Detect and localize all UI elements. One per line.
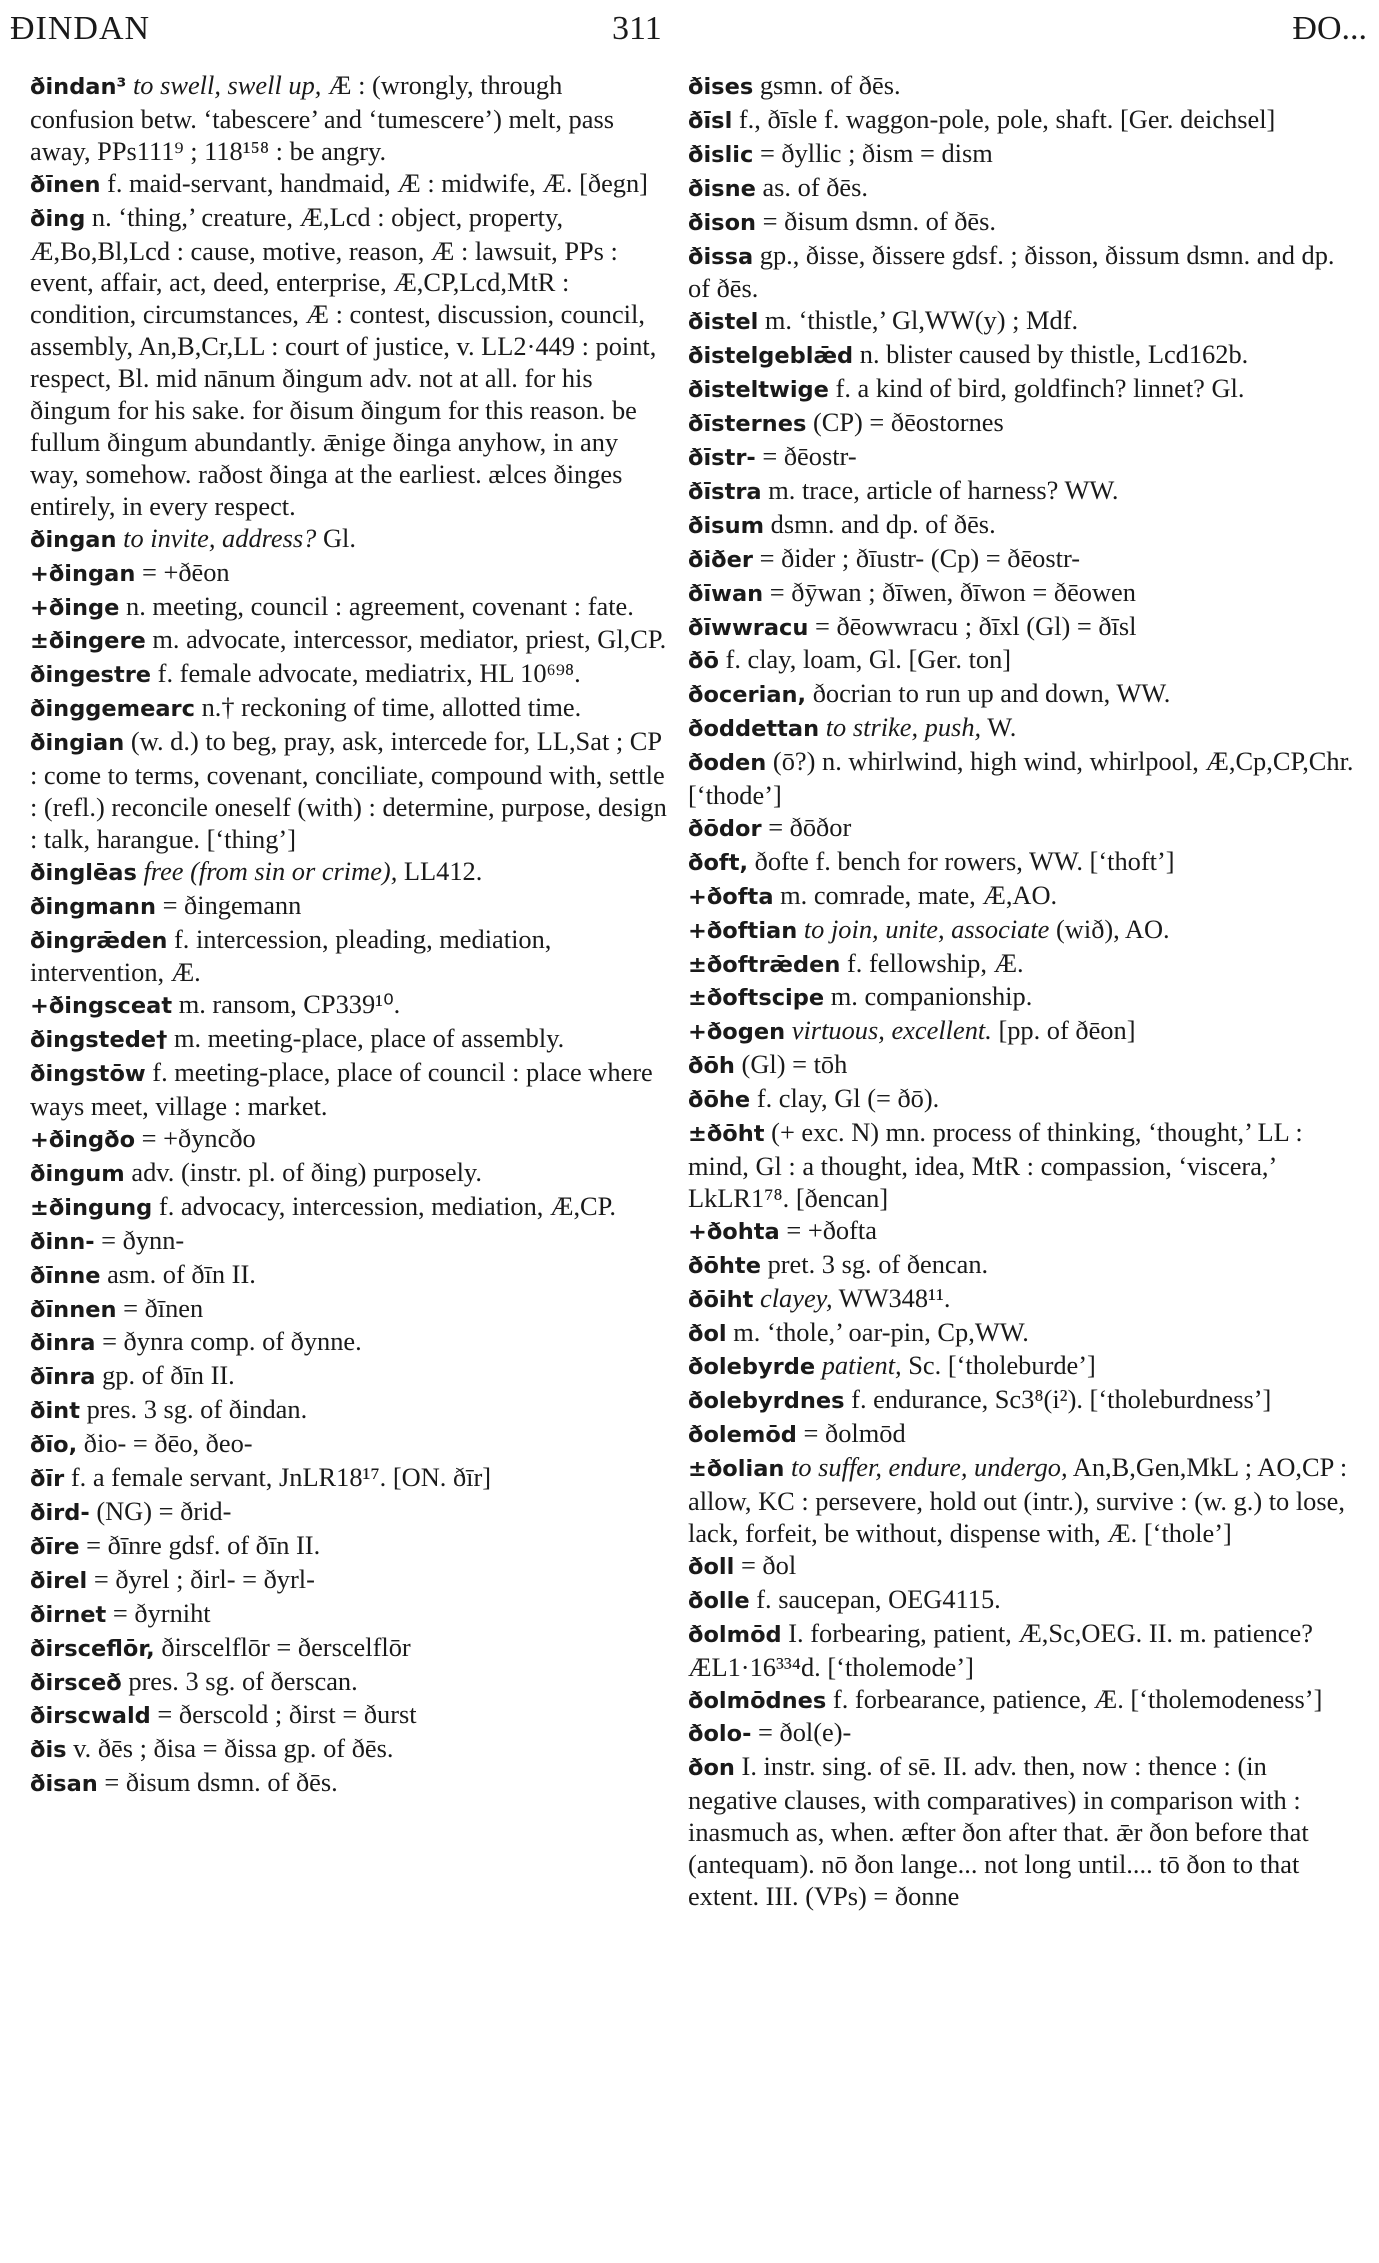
dictionary-entry <box>30 1530 672 1564</box>
entry-text: ðio- = ðēo, ðeo- <box>83 1428 253 1459</box>
entry-text: ðofte f. bench for rowers, WW. [‘thoft’] <box>754 845 1175 876</box>
headword: ðīsternes <box>688 411 807 438</box>
dictionary-entry <box>688 1249 1358 1283</box>
dictionary-entry <box>688 611 1358 645</box>
headword: ðīsl <box>688 107 733 134</box>
dictionary-entry <box>30 1428 672 1462</box>
dictionary-entry <box>30 1293 672 1327</box>
entry-text: = ðōðor <box>768 811 852 842</box>
dictionary-entry <box>688 1751 1358 1913</box>
entry-text: f. clay, loam, Gl. [Ger. ton] <box>725 644 1012 675</box>
headword: ðīwwracu <box>688 614 809 641</box>
definition: clayey, <box>760 1282 833 1313</box>
dictionary-entry <box>30 856 672 890</box>
entry-text: gp. of ðīn II. <box>102 1360 235 1391</box>
dictionary-entry <box>688 846 1358 880</box>
entry-text: = ðȳwan ; ðīwen, ðīwon = ðēowen <box>769 576 1136 607</box>
dictionary-entry <box>688 981 1358 1015</box>
headword: ðolebyrdnes <box>688 1388 845 1415</box>
headword: ðises <box>688 74 754 100</box>
entry-text: LL412. <box>403 855 483 886</box>
headword: ðirsceð <box>30 1669 122 1696</box>
entry-text: = ðyllic ; ðism = dism <box>759 137 993 168</box>
headword: ðison <box>688 209 757 236</box>
definition: to swell, swell up, <box>132 70 322 100</box>
entry-text: f. meeting-place, place of council : place where ways meet, village : market. <box>30 1057 653 1122</box>
dictionary-entry <box>30 1191 672 1225</box>
headword: ðing <box>30 205 86 232</box>
right-column <box>688 70 1358 1913</box>
headword: ðis <box>30 1737 67 1764</box>
entry-text: f. a female servant, JnLR18¹⁷. [ON. ðīr] <box>70 1462 492 1493</box>
definition: to invite, address? <box>123 522 317 553</box>
entry-text: pret. 3 sg. of ðencan. <box>767 1248 989 1279</box>
headword: ðōhe <box>688 1087 751 1114</box>
dictionary-entry <box>30 1632 672 1666</box>
dictionary-entry <box>688 577 1358 611</box>
headword: ðolebyrde <box>688 1354 816 1381</box>
definition: virtuous, excellent. <box>791 1015 992 1046</box>
dictionary-entry <box>688 1015 1358 1049</box>
headword: ðō <box>688 648 719 675</box>
dictionary-entry <box>30 1767 672 1801</box>
headword: ðōdor <box>688 815 762 842</box>
dictionary-entry <box>688 1584 1358 1618</box>
dictionary-entry <box>30 1733 672 1767</box>
headword: +ðingsceat <box>30 993 173 1020</box>
running-head-left: ÐINDAN <box>10 10 151 47</box>
dictionary-entry <box>688 475 1358 509</box>
entry-text: ðocrian to run up and down, WW. <box>812 678 1171 709</box>
entry-text: adv. (instr. pl. of ðing) purposely. <box>131 1156 482 1187</box>
headword: ðīstra <box>688 478 762 505</box>
dictionary-entry <box>688 914 1358 948</box>
dictionary-entry <box>30 924 672 990</box>
dictionary-entry <box>688 1215 1358 1249</box>
entry-text: = ðingemann <box>162 889 302 920</box>
dictionary-entry <box>30 557 672 591</box>
entry-text: An,B,Gen,MkL ; AO,CP : allow, KC : persevere, hold out (intr.), survive : (w. g.) to lose, lack, forfeit, be without, dispense with, Æ. [‘thole’] <box>688 1452 1348 1548</box>
dictionary-entry <box>30 168 672 202</box>
dictionary-entry <box>30 624 672 658</box>
headword: ðōh <box>688 1053 735 1080</box>
headword: ðingian <box>30 730 125 757</box>
dictionary-entry <box>30 523 672 557</box>
dictionary-entry <box>688 1618 1358 1684</box>
dictionary-entry <box>30 692 672 726</box>
entry-text: m. companionship. <box>830 981 1033 1012</box>
entry-text: gsmn. of ðēs. <box>759 70 901 100</box>
headword: ðingum <box>30 1160 125 1187</box>
entry-text: f. advocacy, intercession, mediation, Æ,CP. <box>158 1190 616 1221</box>
dictionary-entry <box>688 678 1358 712</box>
dictionary-entry <box>688 206 1358 240</box>
dictionary-entry <box>688 1452 1358 1550</box>
dictionary-entry <box>688 812 1358 846</box>
entry-text: = +ðofta <box>786 1214 877 1245</box>
headword: ðinglēas <box>30 859 137 886</box>
dictionary-entry <box>688 407 1358 441</box>
entry-text: = ðider ; ðīustr- (Cp) = ðēostr- <box>759 542 1081 573</box>
headword: ðol <box>688 1320 727 1347</box>
dictionary-entry <box>30 1123 672 1157</box>
headword: ðolo- <box>688 1721 752 1748</box>
headword: ðingstōw <box>30 1061 146 1088</box>
entry-text: = ðyrel ; ðirl- = ðyrl- <box>93 1563 315 1594</box>
headword: ðīstr- <box>688 444 756 471</box>
entry-text: Gl. <box>322 522 356 553</box>
headword: ðirscwald <box>30 1703 151 1730</box>
headword: ðoll <box>688 1553 735 1580</box>
entry-text: pres. 3 sg. of ðerscan. <box>128 1665 358 1696</box>
entry-text: = ðerscold ; ðirst = ðurst <box>157 1699 417 1730</box>
headword: ðingrǣden <box>30 927 168 954</box>
dictionary-entry <box>30 989 672 1023</box>
dictionary-entry <box>30 70 672 168</box>
entry-text: m. advocate, intercessor, mediator, priest, Gl,CP. <box>152 624 667 655</box>
headword: ðirel <box>30 1567 88 1594</box>
headword: ðīnen <box>30 171 101 198</box>
entry-text: n. blister caused by thistle, Lcd162b. <box>859 339 1249 370</box>
headword: +ðohta <box>688 1218 780 1245</box>
headword: ðiðer <box>688 546 753 573</box>
entry-text: pres. 3 sg. of ðindan. <box>86 1394 308 1425</box>
headword: ðisum <box>688 512 765 539</box>
definition: free (from sin or crime), <box>143 855 398 886</box>
headword: ðingmann <box>30 893 156 920</box>
entry-text: (wið), AO. <box>1056 913 1170 944</box>
headword: ðirsceflōr, <box>30 1635 155 1662</box>
dictionary-entry <box>30 1225 672 1259</box>
entry-text: f. endurance, Sc3⁸(i²). [‘tholeburdness’] <box>851 1384 1272 1415</box>
dictionary-entry <box>30 1496 672 1530</box>
dictionary-entry <box>688 1049 1358 1083</box>
headword: ±ðōht <box>688 1121 765 1148</box>
entry-text: f. maid-servant, handmaid, Æ : midwife, Æ. [ðegn] <box>107 167 648 198</box>
headword: ðinra <box>30 1330 96 1357</box>
headword: ðolle <box>688 1587 750 1614</box>
headword: ðistel <box>688 309 759 336</box>
headword: +ðogen <box>688 1019 786 1046</box>
headword: ðōiht <box>688 1286 754 1313</box>
definition: to join, unite, associate <box>803 913 1050 944</box>
definition: patient, <box>821 1350 902 1381</box>
dictionary-entry <box>688 1283 1358 1317</box>
headword: ðīnra <box>30 1364 96 1391</box>
dictionary-entry <box>30 1259 672 1293</box>
dictionary-entry <box>30 1023 672 1057</box>
dictionary-entry <box>30 591 672 625</box>
dictionary-entry <box>688 1317 1358 1351</box>
headword: ±ðoftrǣden <box>688 951 841 978</box>
entry-text: f. intercession, pleading, mediation, intervention, Æ. <box>30 923 552 988</box>
entry-text: = +ðyncðo <box>141 1123 256 1153</box>
headword: ðon <box>688 1755 735 1782</box>
entry-text: = ðynra comp. of ðynne. <box>102 1326 362 1357</box>
headword: ðint <box>30 1398 80 1425</box>
headword: ðoddettan <box>688 716 820 743</box>
dictionary-entry <box>30 1598 672 1632</box>
dictionary-entry <box>688 240 1358 306</box>
headword: ðisan <box>30 1771 98 1798</box>
headword: ðolmōd <box>688 1621 782 1648</box>
entry-text: I. instr. sing. of sē. II. adv. then, now : thence : (in negative clauses, with comparatives) in comparison with : inasmuch as, when. æfter ðon after that. ǣr ðon before that (antequam). nō ðon lange... not long until.... tō ðon to that extent. III. (VPs) = ðonne <box>688 1751 1309 1911</box>
headword: ðolmōdnes <box>688 1687 827 1714</box>
page-number: 311 <box>612 10 662 47</box>
dictionary-entry <box>30 1326 672 1360</box>
dictionary-entry <box>688 339 1358 373</box>
dictionary-entry <box>688 880 1358 914</box>
dictionary-entry <box>30 658 672 692</box>
dictionary-entry <box>688 1384 1358 1418</box>
headword: ðissa <box>688 243 754 270</box>
entry-text: = ðīnen <box>123 1292 204 1323</box>
entry-text: = ðol <box>740 1549 797 1580</box>
definition: to suffer, endure, undergo, <box>791 1452 1068 1483</box>
entry-text: ðirscelflōr = ðerscelflōr <box>161 1631 411 1662</box>
dictionary-entry <box>688 746 1358 812</box>
headword: ðingstede† <box>30 1027 168 1054</box>
entry-text: f., ðīsle f. waggon-pole, pole, shaft. [Ger. deichsel] <box>738 103 1276 134</box>
dictionary-entry <box>30 202 672 523</box>
dictionary-entry <box>30 1699 672 1733</box>
headword: +ðofta <box>688 883 774 910</box>
headword: ðīre <box>30 1533 80 1560</box>
entry-text: m. meeting-place, place of assembly. <box>173 1023 565 1054</box>
headword: ðingestre <box>30 662 152 689</box>
dictionary-entry <box>688 70 1358 104</box>
headword: ±ðoftscipe <box>688 985 825 1012</box>
headword: ðistelgeblǣd <box>688 343 854 370</box>
headword: ðolemōd <box>688 1422 797 1449</box>
dictionary-entry <box>688 1418 1358 1452</box>
entry-text: (Gl) = tōh <box>741 1049 848 1080</box>
dictionary-entry <box>688 1083 1358 1117</box>
dictionary-entry <box>688 172 1358 206</box>
entry-text: (NG) = ðrid- <box>96 1495 232 1526</box>
headword: +ðingðo <box>30 1127 136 1153</box>
headword: ðisteltwige <box>688 377 829 404</box>
headword: ðirnet <box>30 1601 107 1628</box>
dictionary-entry <box>688 1117 1358 1215</box>
entry-text: (w. d.) to beg, pray, ask, intercede for, LL,Sat ; CP : come to terms, covenant, conciliate, compound with, settle : (refl.) reconcile oneself (with) : determine, purpose, design : talk, harangue. [‘thing’] <box>30 726 667 854</box>
dictionary-entry <box>688 712 1358 746</box>
entry-text: W. <box>987 712 1017 743</box>
entry-text: f. clay, Gl (= ðō). <box>756 1083 940 1114</box>
entry-text: = ðolmōd <box>803 1418 906 1449</box>
entry-text: (ō?) n. whirlwind, high wind, whirlpool, Æ,Cp,CP,Chr. [‘thode’] <box>688 746 1354 811</box>
dictionary-entry <box>688 1684 1358 1718</box>
headword: ðocerian, <box>688 682 807 709</box>
entry-text: WW348¹¹. <box>838 1282 951 1313</box>
dictionary-entry <box>30 1360 672 1394</box>
dictionary-entry <box>688 948 1358 982</box>
entry-text: asm. of ðīn II. <box>107 1258 256 1289</box>
headword: ðīnnen <box>30 1296 117 1323</box>
headword: ðoft, <box>688 849 749 876</box>
headword: +ðinge <box>30 594 120 621</box>
entry-text: f. fellowship, Æ. <box>846 947 1024 978</box>
headword: ðīnne <box>30 1262 101 1289</box>
dictionary-entry <box>30 1394 672 1428</box>
entry-text: n. ‘thing,’ creature, Æ,Lcd : object, property, Æ,Bo,Bl,Lcd : cause, motive, reason, Æ : lawsuit, PPs : event, affair, act, deed, enterprise, Æ,CP,Lcd,MtR : condition, circumstances, Æ : contest, discussion, council, assembly, An,B,Cr,LL : court of justice, v. LL2·449 : point, respect, Bl. mid nānum ðingum adv. not at all. for his ðingum for his sake. for ðisum ðingum for this reason. be fullum ðingum abundantly. ǣnige ðinga anyhow, in any way, somehow. raðost ðinga at the earliest. ælces ðinges entirely, in every respect. <box>30 201 657 521</box>
headword: ±ðingere <box>30 628 146 655</box>
dictionary-entry <box>30 1666 672 1700</box>
dictionary-entry <box>688 305 1358 339</box>
entry-text: f. saucepan, OEG4115. <box>756 1583 1001 1614</box>
entry-text: = ðynn- <box>101 1224 185 1255</box>
running-head-right: ÐO... <box>1292 10 1367 47</box>
definition: to strike, push, <box>825 712 982 743</box>
entry-text: = ðēostr- <box>762 440 857 471</box>
entry-text: (CP) = ðēostornes <box>812 407 1004 438</box>
headword: ðīr <box>30 1466 65 1493</box>
left-column <box>30 70 672 1801</box>
headword: ðindan³ <box>30 74 127 100</box>
headword: ðīo, <box>30 1432 78 1459</box>
headword: +ðingan <box>30 560 136 587</box>
dictionary-entry <box>688 138 1358 172</box>
headword: ðōhte <box>688 1252 761 1279</box>
dictionary-entry <box>688 1550 1358 1584</box>
entry-text: n.† reckoning of time, allotted time. <box>201 692 582 723</box>
headword: ±ðingung <box>30 1194 153 1221</box>
dictionary-entry <box>688 509 1358 543</box>
dictionary-entry <box>30 1564 672 1598</box>
entry-text: m. comrade, mate, Æ,AO. <box>780 879 1058 910</box>
entry-text: f. a kind of bird, goldfinch? linnet? Gl. <box>835 373 1245 404</box>
entry-text: as. of ðēs. <box>762 171 868 202</box>
dictionary-entry <box>688 644 1358 678</box>
dictionary-entry <box>688 1717 1358 1751</box>
dictionary-entry <box>30 726 672 856</box>
entry-text: m. ‘thistle,’ Gl,WW(y) ; Mdf. <box>764 305 1079 336</box>
entry-text: = ðisum dsmn. of ðēs. <box>762 205 996 236</box>
dictionary-entry <box>30 890 672 924</box>
entry-text: v. ðēs ; ðisa = ðissa gp. of ðēs. <box>73 1733 394 1764</box>
dictionary-entry <box>30 1057 672 1123</box>
entry-text: gp., ðisse, ðissere gdsf. ; ðisson, ðissum dsmn. and dp. of ðēs. <box>688 239 1335 304</box>
entry-text: Sc. [‘tholeburde’] <box>908 1350 1096 1381</box>
dictionary-entry <box>688 543 1358 577</box>
entry-text: = ðyrniht <box>112 1597 211 1628</box>
headword: ðisne <box>688 175 756 202</box>
dictionary-entry <box>688 1350 1358 1384</box>
entry-text: m. trace, article of harness? WW. <box>768 474 1119 505</box>
entry-text: = +ðēon <box>141 556 230 587</box>
entry-text: f. female advocate, mediatrix, HL 10⁶⁹⁸. <box>157 658 581 689</box>
entry-text: I. forbearing, patient, Æ,Sc,OEG. II. m. patience? ÆL1·16³³⁴d. [‘tholemode’] <box>688 1617 1313 1682</box>
entry-text: (+ exc. N) mn. process of thinking, ‘thought,’ LL : mind, Gl : a thought, idea, MtR : compassion, ‘viscera,’ LkLR1⁷⁸. [ðencan] <box>688 1117 1303 1213</box>
headword: ±ðolian <box>688 1456 785 1483</box>
entry-text: f. forbearance, patience, Æ. [‘tholemodeness’] <box>832 1683 1323 1714</box>
entry-text: = ðīnre gdsf. of ðīn II. <box>86 1529 321 1560</box>
entry-text: n. meeting, council : agreement, covenant : fate. <box>126 590 634 621</box>
entry-text: dsmn. and dp. of ðēs. <box>770 508 996 539</box>
dictionary-entry <box>688 373 1358 407</box>
dictionary-entry <box>688 104 1358 138</box>
headword: ðinggemearc <box>30 696 195 723</box>
dictionary-entry <box>688 441 1358 475</box>
entry-text: m. ‘thole,’ oar-pin, Cp,WW. <box>733 1316 1029 1347</box>
headword: ðoden <box>688 750 767 777</box>
dictionary-entry <box>30 1157 672 1191</box>
page-header <box>0 6 1379 54</box>
entry-text: Æ : (wrongly, through confusion betw. ‘tabescere’ and ‘tumescere’) melt, pass away, PPs111⁹ ; 118¹⁵⁸ : be angry. <box>30 70 615 166</box>
headword: +ðoftian <box>688 917 798 944</box>
headword: ðird- <box>30 1499 90 1526</box>
headword: ðīwan <box>688 580 764 607</box>
headword: ðingan <box>30 526 117 553</box>
entry-text: = ðisum dsmn. of ðēs. <box>104 1767 338 1798</box>
headword: ðinn- <box>30 1228 95 1255</box>
entry-text: m. ransom, CP339¹⁰. <box>178 989 401 1020</box>
entry-text: = ðol(e)- <box>758 1717 852 1748</box>
headword: ðislic <box>688 141 754 168</box>
entry-text: [pp. of ðēon] <box>998 1015 1136 1046</box>
dictionary-entry <box>30 1462 672 1496</box>
entry-text: = ðēowwracu ; ðīxl (Gl) = ðīsl <box>815 610 1137 641</box>
